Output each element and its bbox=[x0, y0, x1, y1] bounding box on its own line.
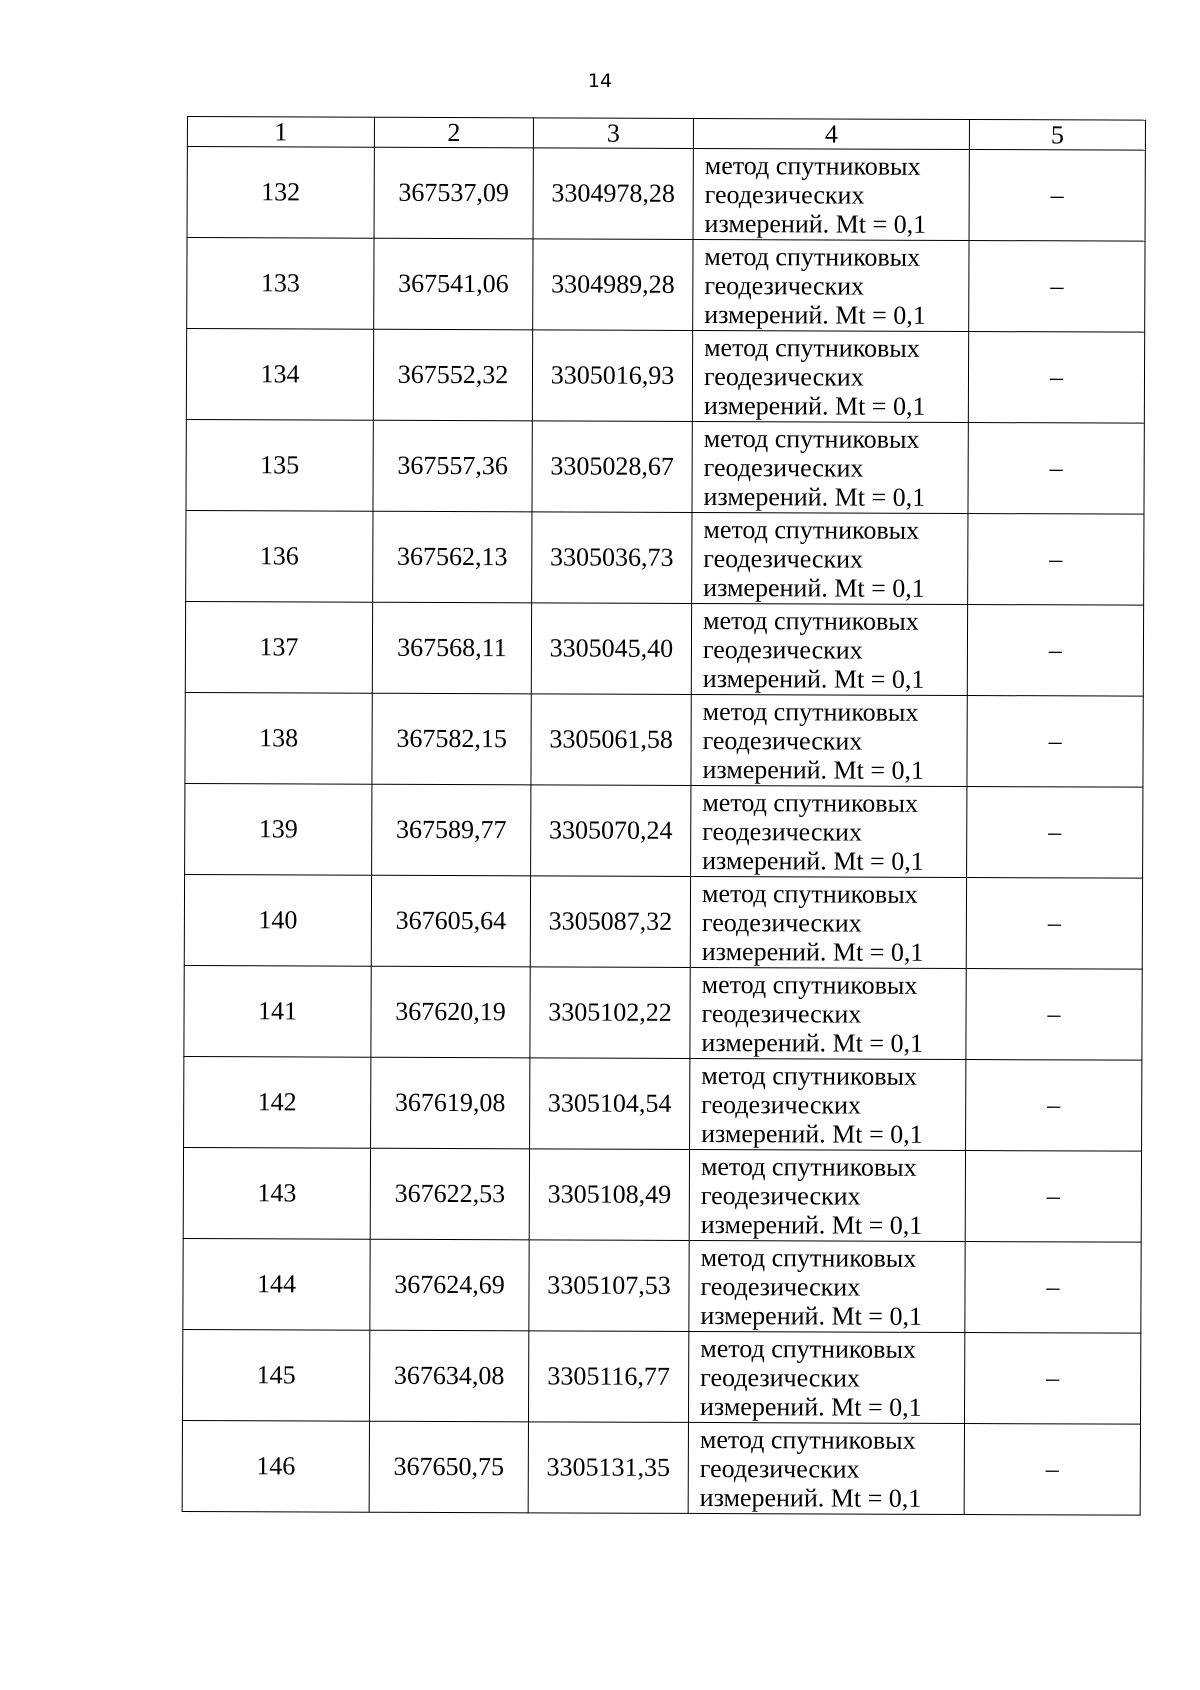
method-cell bbox=[691, 785, 967, 877]
coordinate-x-cell: 367620,19 bbox=[371, 966, 530, 1058]
method-line: метод спутниковых bbox=[700, 1242, 917, 1273]
method-cell bbox=[693, 239, 969, 331]
table-row bbox=[184, 1056, 1142, 1151]
coordinate-x-cell: 367624,69 bbox=[370, 1239, 529, 1331]
note-cell: – bbox=[969, 150, 1145, 242]
note-cell: – bbox=[964, 1332, 1140, 1424]
coordinate-x-cell: 367562,13 bbox=[373, 511, 532, 603]
point-number-cell: 142 bbox=[184, 1056, 371, 1148]
method-cell bbox=[690, 1058, 966, 1150]
coordinate-y-cell: 3305036,73 bbox=[532, 512, 692, 604]
method-line: метод спутниковых bbox=[700, 1333, 917, 1364]
note-cell: – bbox=[968, 423, 1144, 515]
point-number-cell: 139 bbox=[185, 783, 372, 875]
header-col-1: 1 bbox=[187, 117, 374, 148]
method-cell bbox=[692, 421, 968, 513]
point-number-cell: 138 bbox=[185, 692, 372, 784]
method-line: геодезических bbox=[701, 998, 862, 1029]
page-number: 14 bbox=[587, 70, 613, 92]
coordinate-x-cell: 367605,64 bbox=[371, 875, 530, 967]
method-line: геодезических bbox=[702, 634, 863, 665]
table-row bbox=[186, 329, 1144, 424]
table-row bbox=[184, 965, 1142, 1060]
coordinate-y-cell: 3305028,67 bbox=[532, 421, 692, 513]
table-header bbox=[187, 117, 1145, 151]
coordinate-x-cell: 367582,15 bbox=[372, 693, 531, 785]
coordinate-y-cell: 3305116,77 bbox=[528, 1331, 688, 1423]
method-line: измерений. Mt = 0,1 bbox=[701, 1118, 923, 1149]
method-line: геодезических bbox=[700, 1362, 860, 1393]
coordinate-y-cell: 3304978,28 bbox=[533, 148, 693, 240]
coordinate-x-cell: 367589,77 bbox=[372, 784, 531, 876]
coordinate-y-cell: 3305061,58 bbox=[531, 694, 691, 786]
point-number-cell: 137 bbox=[185, 601, 372, 693]
table-row bbox=[187, 147, 1145, 242]
note-cell: – bbox=[968, 514, 1144, 606]
note-cell: – bbox=[965, 1241, 1141, 1333]
method-line: измерений. Mt = 0,1 bbox=[704, 208, 927, 239]
table-row bbox=[186, 419, 1144, 514]
method-line: измерений. Mt = 0,1 bbox=[702, 845, 924, 876]
method-cell bbox=[690, 967, 966, 1059]
point-number-cell: 136 bbox=[186, 510, 373, 602]
method-line: геодезических bbox=[703, 543, 864, 574]
coordinates-table bbox=[182, 116, 1146, 1516]
method-cell bbox=[692, 330, 968, 422]
coordinate-y-cell: 3305070,24 bbox=[531, 785, 691, 877]
coordinate-y-cell: 3305131,35 bbox=[528, 1422, 688, 1514]
coordinate-x-cell: 367650,75 bbox=[369, 1421, 528, 1513]
table-row bbox=[185, 692, 1143, 787]
coordinate-y-cell: 3305102,22 bbox=[530, 967, 690, 1059]
header-col-3: 3 bbox=[533, 118, 693, 149]
point-number-cell: 141 bbox=[184, 965, 371, 1057]
table-row bbox=[182, 1420, 1140, 1515]
table-row bbox=[186, 510, 1144, 605]
coordinate-y-cell: 3305108,49 bbox=[529, 1149, 689, 1241]
method-cell bbox=[688, 1331, 964, 1423]
header-col-4: 4 bbox=[693, 118, 969, 149]
coordinate-x-cell: 367568,11 bbox=[372, 602, 531, 694]
method-line: метод спутниковых bbox=[703, 514, 920, 545]
note-cell: – bbox=[967, 786, 1143, 878]
header-col-2: 2 bbox=[374, 117, 533, 148]
table-row bbox=[183, 1238, 1141, 1333]
coordinate-x-cell: 367619,08 bbox=[371, 1057, 530, 1149]
coordinate-y-cell: 3305087,32 bbox=[530, 876, 690, 968]
method-line: геодезических bbox=[700, 1271, 861, 1302]
note-cell: – bbox=[964, 1423, 1140, 1515]
coordinate-y-cell: 3305016,93 bbox=[532, 330, 692, 422]
note-cell: – bbox=[967, 696, 1143, 788]
table-row bbox=[185, 783, 1143, 878]
method-line: геодезических bbox=[703, 452, 864, 483]
method-cell bbox=[693, 148, 969, 240]
table-header-row bbox=[187, 117, 1145, 151]
method-line: метод спутниковых bbox=[701, 1060, 918, 1091]
method-line: геодезических bbox=[699, 1453, 860, 1484]
method-line: метод спутниковых bbox=[701, 878, 918, 909]
coordinate-y-cell: 3305104,54 bbox=[530, 1058, 690, 1150]
method-line: метод спутниковых bbox=[699, 1424, 916, 1455]
coordinate-x-cell: 367634,08 bbox=[369, 1330, 528, 1422]
method-line: метод спутниковых bbox=[703, 605, 919, 636]
point-number-cell: 134 bbox=[186, 329, 373, 421]
coordinate-y-cell: 3305107,53 bbox=[529, 1240, 689, 1332]
method-cell bbox=[689, 1240, 965, 1332]
method-line: измерений. Mt = 0,1 bbox=[703, 572, 925, 603]
method-line: геодезических bbox=[704, 179, 865, 210]
note-cell: – bbox=[968, 332, 1144, 424]
method-line: метод спутниковых bbox=[702, 787, 919, 818]
table-body bbox=[182, 147, 1145, 1516]
coordinate-y-cell: 3304989,28 bbox=[533, 239, 693, 331]
method-line: измерений. Mt = 0,1 bbox=[700, 1209, 923, 1240]
method-line: измерений. Mt = 0,1 bbox=[701, 936, 924, 967]
table-row bbox=[187, 238, 1145, 333]
point-number-cell: 132 bbox=[187, 147, 374, 239]
point-number-cell: 140 bbox=[184, 874, 371, 966]
note-cell: – bbox=[965, 1150, 1141, 1242]
method-line: метод спутниковых bbox=[704, 332, 920, 363]
method-line: измерений. Mt = 0,1 bbox=[702, 754, 925, 785]
method-line: метод спутниковых bbox=[703, 423, 920, 454]
method-line: геодезических bbox=[702, 816, 863, 847]
method-line: измерений. Mt = 0,1 bbox=[699, 1391, 922, 1422]
table-row bbox=[184, 874, 1142, 969]
method-line: измерений. Mt = 0,1 bbox=[703, 481, 926, 512]
method-line: геодезических bbox=[704, 270, 865, 301]
method-line: геодезических bbox=[702, 725, 863, 756]
method-cell bbox=[688, 1422, 964, 1514]
method-line: измерений. Mt = 0,1 bbox=[699, 1482, 922, 1513]
coordinate-y-cell: 3305045,40 bbox=[531, 603, 691, 695]
point-number-cell: 135 bbox=[186, 419, 373, 511]
method-line: метод спутниковых bbox=[700, 1151, 917, 1182]
coordinate-x-cell: 367537,09 bbox=[374, 147, 533, 239]
method-line: геодезических bbox=[701, 907, 862, 938]
method-line: измерений. Mt = 0,1 bbox=[700, 1300, 923, 1331]
table-row bbox=[185, 601, 1143, 696]
point-number-cell: 133 bbox=[187, 238, 374, 330]
method-line: метод спутниковых bbox=[702, 696, 919, 727]
method-cell bbox=[691, 603, 967, 695]
method-cell bbox=[689, 1149, 965, 1241]
note-cell: – bbox=[969, 241, 1145, 333]
method-line: геодезических bbox=[700, 1180, 861, 1211]
method-line: измерений. Mt = 0,1 bbox=[702, 663, 925, 694]
table-row bbox=[182, 1329, 1140, 1424]
point-number-cell: 143 bbox=[183, 1147, 370, 1239]
note-cell: – bbox=[967, 605, 1143, 697]
note-cell: – bbox=[966, 1059, 1142, 1151]
coordinate-x-cell: 367541,06 bbox=[374, 238, 533, 330]
point-number-cell: 145 bbox=[182, 1329, 369, 1421]
note-cell: – bbox=[966, 968, 1142, 1060]
method-line: геодезических bbox=[703, 361, 864, 392]
coordinate-x-cell: 367552,32 bbox=[373, 329, 532, 421]
method-line: геодезических bbox=[701, 1089, 861, 1120]
coordinate-x-cell: 367557,36 bbox=[373, 420, 532, 512]
header-col-5: 5 bbox=[969, 120, 1145, 151]
point-number-cell: 144 bbox=[183, 1238, 370, 1330]
note-cell: – bbox=[966, 877, 1142, 969]
method-cell bbox=[691, 694, 967, 786]
method-line: измерений. Mt = 0,1 bbox=[701, 1027, 924, 1058]
method-line: измерений. Mt = 0,1 bbox=[703, 390, 926, 421]
table-row bbox=[183, 1147, 1141, 1242]
method-line: метод спутниковых bbox=[704, 241, 921, 272]
method-line: измерений. Mt = 0,1 bbox=[704, 299, 926, 330]
method-cell bbox=[692, 512, 968, 604]
method-line: метод спутниковых bbox=[704, 150, 921, 181]
method-cell bbox=[690, 876, 966, 968]
point-number-cell: 146 bbox=[182, 1420, 369, 1512]
method-line: метод спутниковых bbox=[701, 969, 918, 1000]
coordinate-x-cell: 367622,53 bbox=[370, 1148, 529, 1240]
